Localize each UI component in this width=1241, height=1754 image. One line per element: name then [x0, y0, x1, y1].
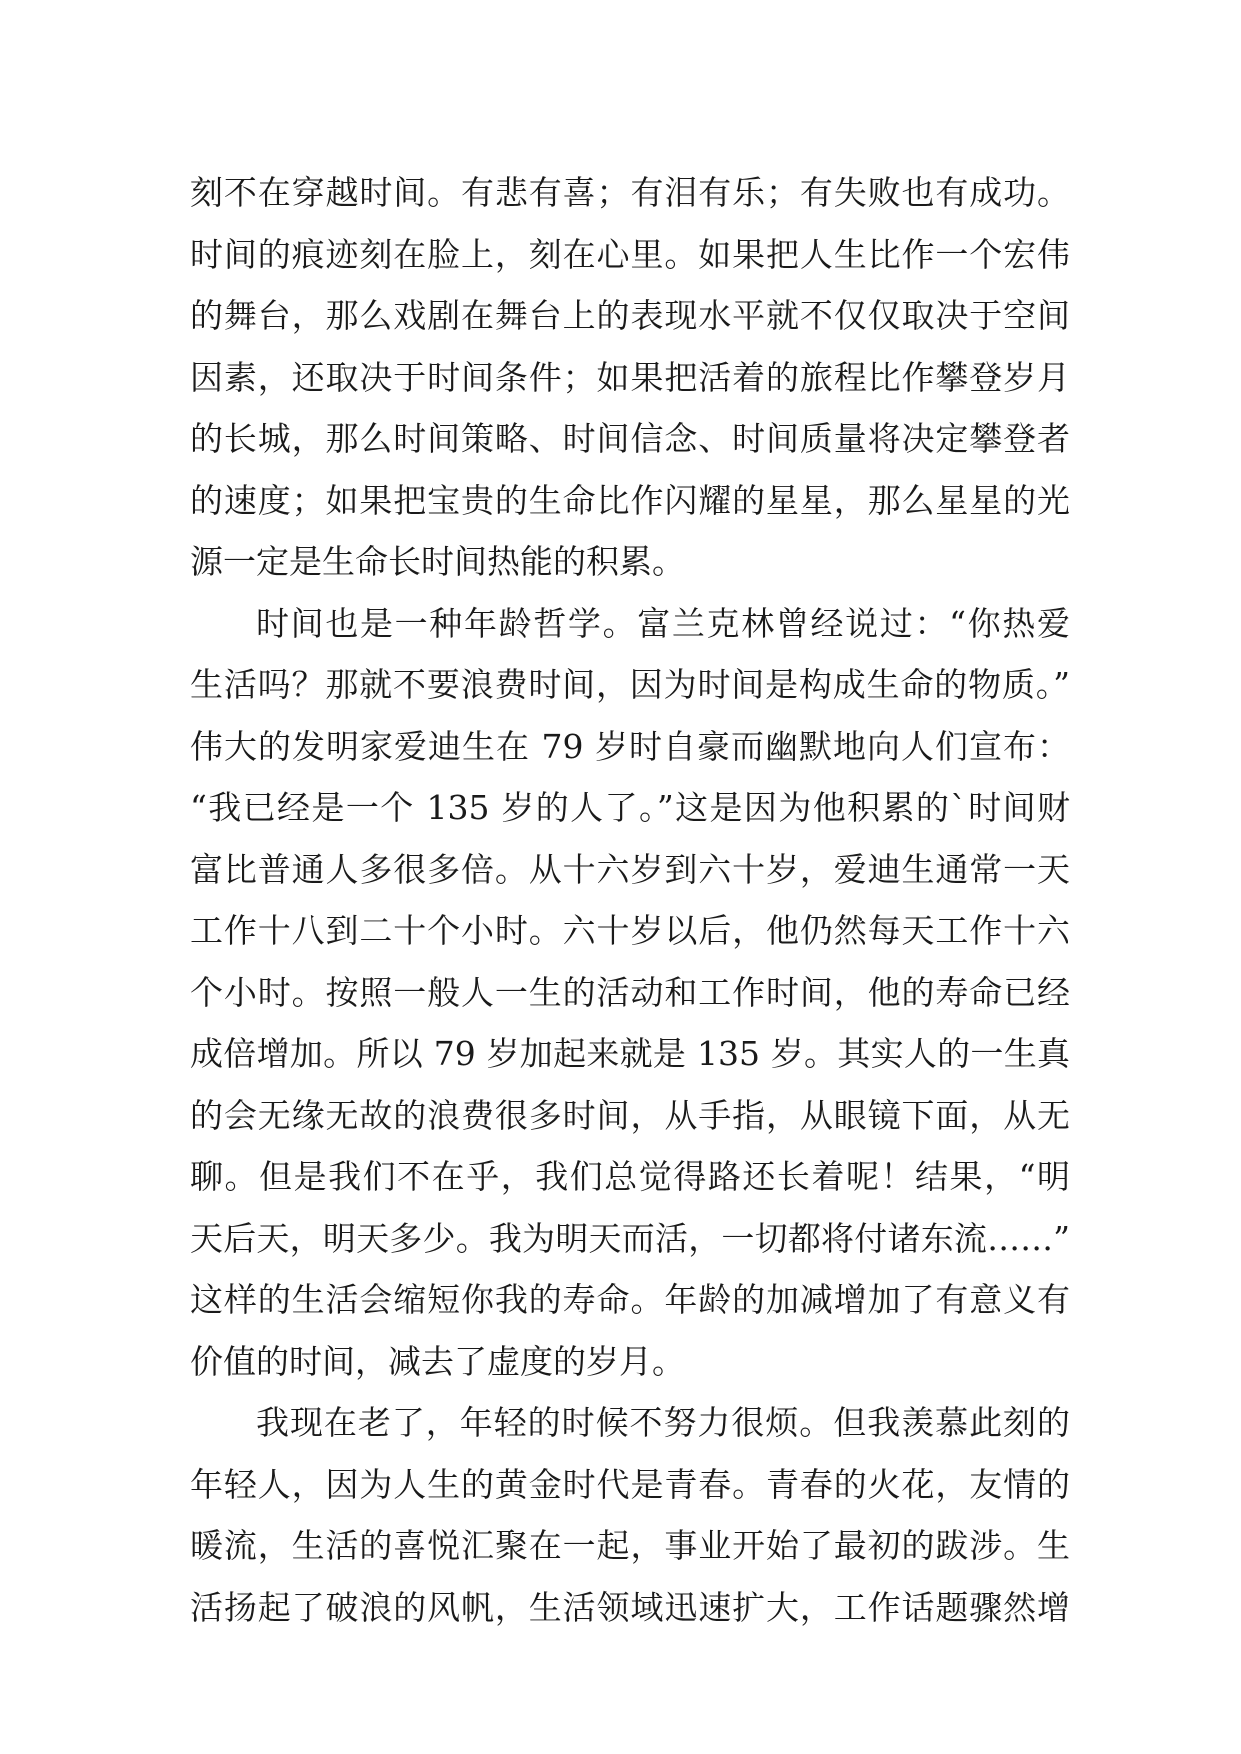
text-line: 的长城，那么时间策略、时间信念、时间质量将决定攀登者 — [190, 419, 1070, 458]
text-line: 富比普通人多很多倍。从十六岁到六十岁，爱迪生通常一天 — [190, 849, 1070, 889]
text-line: 源一定是生命长时间热能的积累。 — [190, 542, 685, 581]
text-line: 刻不在穿越时间。有悲有喜；有泪有乐；有失败也有成功。 — [190, 173, 1070, 212]
text-line: 聊。但是我们不在乎，我们总觉得路还长着呢！结果，“明 — [190, 1157, 1070, 1196]
text-line: 的会无缘无故的浪费很多时间，从手指，从眼镜下面，从无 — [190, 1095, 1070, 1135]
text-line: 生活吗？那就不要浪费时间，因为时间是构成生命的物质。” — [190, 665, 1070, 704]
text-line: “我已经是一个 135 岁的人了。”这是因为他积累的`时间财 — [190, 788, 1070, 827]
text-line: 成倍增加。所以 79 岁加起来就是 135 岁。其实人的一生真 — [190, 1034, 1070, 1073]
text-line: 时间也是一种年龄哲学。富兰克林曾经说过：“你热爱 — [256, 603, 1070, 643]
text-line: 这样的生活会缩短你我的寿命。年龄的加减增加了有意义有 — [190, 1280, 1070, 1319]
text-line: 伟大的发明家爱迪生在 79 岁时自豪而幽默地向人们宣布： — [190, 726, 1070, 766]
text-line: 价值的时间，减去了虚度的岁月。 — [190, 1341, 685, 1381]
text-line: 天后天，明天多少。我为明天而活，一切都将付诸东流……” — [190, 1218, 1070, 1258]
text-line: 我现在老了，年轻的时候不努力很烦。但我羡慕此刻的 — [256, 1403, 1070, 1442]
text-line: 因素，还取决于时间条件；如果把活着的旅程比作攀登岁月 — [190, 357, 1070, 397]
text-line: 工作十八到二十个小时。六十岁以后，他仍然每天工作十六 — [190, 911, 1070, 950]
document-body — [190, 162, 1070, 1638]
text-line: 活扬起了破浪的风帆，生活领域迅速扩大，工作话题骤然增 — [190, 1587, 1070, 1627]
text-line: 的速度；如果把宝贵的生命比作闪耀的星星，那么星星的光 — [190, 480, 1070, 520]
text-line: 年轻人，因为人生的黄金时代是青春。青春的火花，友情的 — [190, 1464, 1070, 1504]
text-line: 个小时。按照一般人一生的活动和工作时间，他的寿命已经 — [190, 972, 1070, 1012]
text-line: 时间的痕迹刻在脸上，刻在心里。如果把人生比作一个宏伟 — [190, 234, 1070, 274]
text-line: 暖流，生活的喜悦汇聚在一起，事业开始了最初的跋涉。生 — [190, 1526, 1070, 1565]
text-line: 的舞台，那么戏剧在舞台上的表现水平就不仅仅取决于空间 — [190, 296, 1070, 335]
